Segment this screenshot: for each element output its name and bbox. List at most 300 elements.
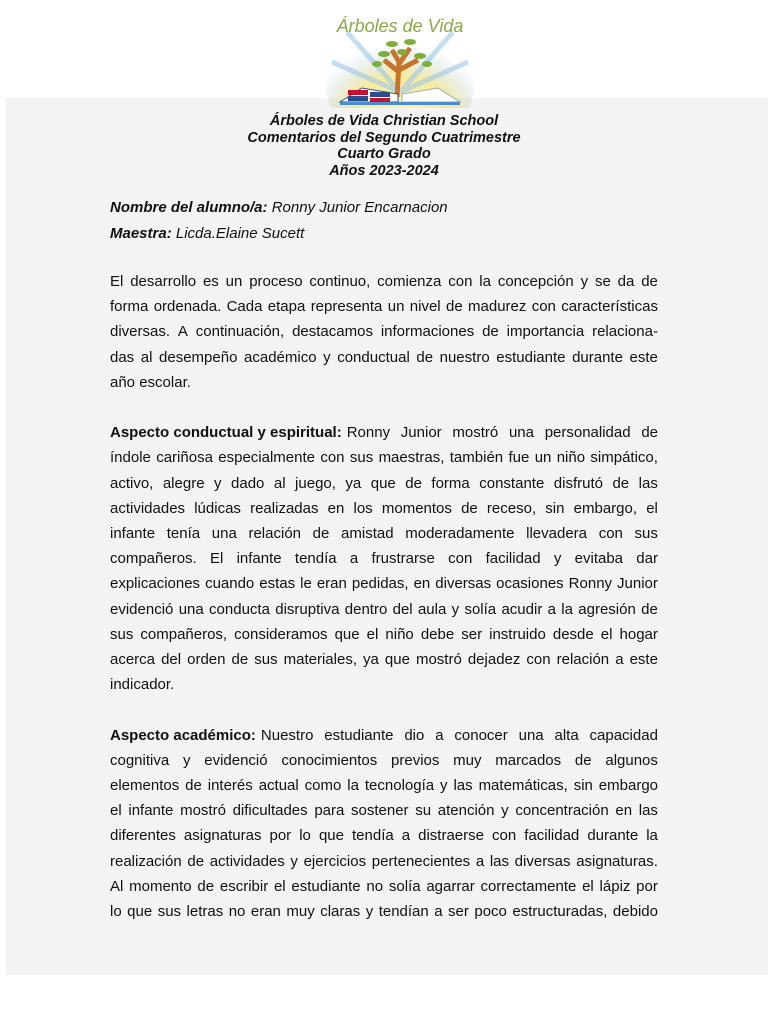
word: infante	[128, 802, 174, 820]
word: disfrutó	[553, 474, 603, 492]
word: conocimientos	[281, 751, 378, 769]
word: dar	[636, 550, 658, 568]
word: algunos	[605, 751, 658, 769]
word: evidenció	[110, 600, 174, 618]
word: no	[366, 877, 384, 895]
word: eran	[250, 903, 281, 921]
school-year: Años 2023-2024	[329, 163, 439, 180]
text-line	[110, 823, 658, 848]
word: indicador.	[110, 676, 175, 694]
grade: Cuarto Grado	[337, 146, 431, 163]
text-line	[110, 773, 658, 798]
word: actividades	[209, 852, 285, 870]
paragraph	[110, 723, 658, 925]
word: actual	[258, 777, 299, 795]
student-name-label: Nombre del alumno/a:	[110, 199, 268, 216]
word: a	[615, 651, 624, 669]
word: debido	[612, 903, 658, 921]
word: previos	[391, 751, 440, 769]
word: relaciona-	[592, 323, 658, 341]
word: conocer	[454, 726, 508, 744]
word: debe	[420, 625, 455, 643]
word: lo	[299, 827, 311, 845]
word: maestras,	[378, 449, 445, 467]
word: Junior	[400, 424, 442, 442]
text-line	[110, 899, 658, 924]
word: la	[646, 827, 658, 845]
word: informaciones	[380, 323, 475, 341]
word: de	[405, 474, 422, 492]
word: das	[110, 348, 135, 366]
word: a	[434, 903, 443, 921]
word: facilidad	[524, 827, 580, 845]
word: Junior	[617, 575, 658, 593]
word: con	[320, 449, 345, 467]
word: llevadera	[526, 525, 588, 543]
line-text	[110, 899, 658, 924]
word: que	[334, 625, 360, 643]
word: acudir	[501, 600, 543, 618]
paragraph-heading: Aspecto académico:	[110, 726, 256, 744]
word: la	[347, 777, 359, 795]
word: infante	[110, 525, 156, 543]
word: tendía	[352, 827, 394, 845]
word: niño	[385, 625, 414, 643]
text-line	[110, 597, 658, 622]
word: instruido	[489, 625, 546, 643]
text-line	[110, 496, 658, 521]
word: un	[225, 273, 243, 290]
word: y	[440, 777, 448, 795]
word: niño	[556, 449, 586, 467]
word: tecnología	[364, 777, 435, 795]
word: con	[448, 550, 473, 568]
word: a	[547, 600, 556, 618]
word: cariñosa	[156, 449, 213, 467]
line-text	[110, 319, 658, 344]
word: ser	[461, 625, 483, 643]
word: momentos	[381, 499, 452, 517]
word: simpático,	[590, 449, 658, 467]
word: especialmente	[218, 449, 315, 467]
word: a	[401, 827, 411, 845]
teacher-row	[110, 221, 448, 247]
word: explicaciones	[110, 575, 201, 593]
word: Cada	[226, 298, 263, 316]
line-text	[110, 571, 658, 596]
line-text	[261, 723, 658, 748]
word: forma	[110, 298, 149, 316]
word: lúdicas	[194, 499, 241, 517]
word: aula	[417, 600, 447, 618]
word: de	[641, 273, 658, 290]
word: forma	[431, 474, 470, 492]
word: cognitiva	[110, 751, 170, 769]
text-line	[110, 345, 658, 370]
word: en	[413, 575, 431, 593]
word: en	[327, 499, 345, 517]
word: elementos	[110, 777, 180, 795]
student-name: Ronny Junior Encarnacion	[271, 199, 448, 216]
word: este	[629, 348, 658, 366]
word: la	[479, 273, 491, 290]
word: orden	[187, 651, 226, 669]
text-line	[110, 849, 658, 874]
word: índole	[110, 449, 151, 467]
text-line	[110, 319, 658, 344]
text-line	[110, 647, 658, 672]
word: lápiz	[599, 877, 631, 895]
text-line	[110, 521, 658, 546]
word: a	[435, 726, 444, 744]
word: y	[451, 600, 460, 618]
word: actividades	[110, 499, 186, 517]
word: distraerse	[418, 827, 484, 845]
word: no	[228, 903, 246, 921]
word: ejercicios	[303, 852, 367, 870]
word: asignaturas.	[576, 852, 658, 870]
word: continuo,	[309, 273, 371, 290]
word: un	[534, 449, 552, 467]
word: embargo,	[573, 499, 638, 517]
document-subtitle: Comentarios del Segundo Cuatrimestre	[247, 129, 521, 146]
word: proceso	[249, 273, 303, 290]
word: estudiante	[324, 726, 394, 744]
line-text	[110, 269, 658, 294]
line-text	[110, 521, 658, 546]
word: matemáticas,	[478, 777, 568, 795]
text-line	[110, 471, 658, 496]
word: estudiante	[291, 877, 361, 895]
word: las	[638, 474, 658, 492]
word: ordenada.	[153, 298, 222, 316]
word: desde	[552, 625, 594, 643]
word: correctamente	[480, 877, 577, 895]
word: tendía	[294, 550, 337, 568]
text-line	[110, 445, 658, 470]
line-text	[110, 546, 658, 571]
word: solía	[464, 600, 497, 618]
word: también	[449, 449, 504, 467]
word: para	[314, 802, 345, 820]
word: con	[448, 273, 473, 290]
word: acerca	[110, 651, 156, 669]
word: sus	[157, 903, 182, 921]
word: letras	[186, 903, 224, 921]
word: y	[290, 852, 298, 870]
word: Ronny	[346, 424, 391, 442]
word: marcados	[495, 751, 562, 769]
word: escribir	[219, 877, 269, 895]
word: un	[387, 298, 405, 316]
word: que	[318, 827, 344, 845]
text-line	[110, 672, 658, 697]
word: tendían	[378, 903, 429, 921]
text-line	[110, 370, 658, 395]
word: sus	[349, 449, 374, 467]
word: claras	[320, 903, 361, 921]
word: evitaba	[574, 550, 624, 568]
word: se	[594, 273, 611, 290]
line-text	[347, 420, 658, 445]
word: el	[110, 802, 122, 820]
word: a	[475, 852, 485, 870]
text-line	[110, 420, 658, 445]
word: A	[177, 323, 188, 341]
word: da	[617, 273, 635, 290]
word: una	[508, 424, 534, 442]
word: sin	[573, 777, 593, 795]
word: madurez	[468, 298, 527, 316]
word: le	[300, 575, 312, 593]
word: y	[182, 751, 191, 769]
word: dejadez	[467, 651, 521, 669]
word: El	[209, 550, 224, 568]
line-text	[110, 622, 658, 647]
text-line	[110, 269, 658, 294]
word: receso,	[486, 499, 537, 517]
word: tenía	[166, 525, 201, 543]
word: características	[561, 298, 658, 316]
word: destacamos	[292, 323, 373, 341]
word: el	[366, 625, 379, 643]
word: eran	[316, 575, 347, 593]
word: sus	[254, 651, 278, 669]
word: infante	[236, 550, 282, 568]
word: del	[161, 651, 182, 669]
word: con	[492, 827, 517, 845]
word: de	[416, 348, 434, 366]
word: escolar.	[139, 373, 191, 391]
word: agresión	[578, 600, 636, 618]
line-text	[110, 370, 658, 395]
word: en	[615, 802, 633, 820]
word: que	[127, 903, 153, 921]
word: y	[580, 273, 589, 290]
word: de	[482, 323, 499, 341]
word: diversas.	[110, 323, 171, 341]
line-text	[110, 496, 658, 521]
word: de	[312, 525, 330, 543]
text-line	[110, 798, 658, 823]
word: concepción	[497, 273, 574, 290]
word: y	[553, 550, 562, 568]
word: importancia	[506, 323, 585, 341]
line-text	[110, 849, 658, 874]
line-text	[110, 445, 658, 470]
word: diferentes	[110, 827, 176, 845]
word: embargo	[598, 777, 658, 795]
word: juego,	[295, 474, 336, 492]
text-line	[110, 874, 658, 899]
word: por	[269, 827, 292, 845]
word: activo,	[110, 474, 154, 492]
word: de	[445, 298, 463, 316]
word: amistad	[341, 525, 394, 543]
word: interés	[207, 777, 253, 795]
word: compañeros,	[140, 625, 228, 643]
word: nivel	[409, 298, 441, 316]
word: de	[187, 852, 205, 870]
word: agarrar	[426, 877, 475, 895]
word: los	[353, 499, 373, 517]
word: dio	[404, 726, 425, 744]
word: de	[641, 424, 658, 442]
word: dado	[231, 474, 265, 492]
word: estudiante	[496, 348, 566, 366]
word: académico	[244, 348, 317, 366]
word: asignaturas	[183, 827, 262, 845]
line-text	[110, 874, 658, 899]
word: a	[349, 550, 359, 568]
word: como	[304, 777, 342, 795]
word: ser	[448, 903, 469, 921]
line-text	[110, 798, 658, 823]
word: y	[214, 474, 222, 492]
line-text	[110, 471, 658, 496]
word: diversas	[514, 852, 571, 870]
word: estas	[259, 575, 296, 593]
word: el	[646, 499, 658, 517]
word: hogar	[619, 625, 658, 643]
word: sus	[634, 525, 658, 543]
paragraph-heading: Aspecto conductual y espiritual:	[110, 424, 342, 442]
word: conductual	[337, 348, 410, 366]
word: personalidad	[544, 424, 631, 442]
word: de	[185, 777, 202, 795]
word: y	[501, 802, 509, 820]
word: y	[365, 903, 374, 921]
word: diversas	[435, 575, 492, 593]
word: nuestro	[439, 348, 490, 366]
word: de	[641, 600, 658, 618]
word: al	[140, 348, 153, 366]
word: muy	[453, 751, 482, 769]
word: una	[178, 600, 204, 618]
word: cuando	[205, 575, 255, 593]
word: pertenecientes	[371, 852, 471, 870]
word: de	[231, 651, 249, 669]
word: momento	[129, 877, 192, 895]
student-name-row	[110, 195, 448, 221]
word: etapa	[267, 298, 306, 316]
word: poco	[474, 903, 507, 921]
word: constante	[479, 474, 545, 492]
word: frustrarse	[371, 550, 435, 568]
word: ocasiones	[496, 575, 564, 593]
word: de	[197, 877, 215, 895]
text-line	[110, 546, 658, 571]
school-name: Árboles de Vida Christian School	[269, 113, 499, 129]
word: atención	[437, 802, 495, 820]
word: muy	[286, 903, 315, 921]
word: disruptiva	[275, 600, 340, 618]
word: una	[211, 525, 237, 543]
word: alegre	[162, 474, 205, 492]
text-line	[110, 622, 658, 647]
word: mostró	[415, 651, 462, 669]
word: dificultades	[232, 802, 308, 820]
word: consideramos	[234, 625, 328, 643]
word: las	[638, 802, 658, 820]
word: sin	[545, 499, 565, 517]
word: compañeros.	[110, 550, 197, 568]
line-text	[110, 597, 658, 622]
word: realizadas	[250, 499, 319, 517]
word: Al	[110, 877, 124, 895]
word: realización	[110, 852, 182, 870]
word: el	[273, 877, 286, 895]
text-line	[110, 748, 658, 773]
word: que	[384, 651, 410, 669]
word: año	[110, 373, 136, 391]
word: con	[526, 651, 551, 669]
line-text	[110, 748, 658, 773]
word: solía	[388, 877, 421, 895]
word: dentro	[344, 600, 388, 618]
student-info	[110, 195, 448, 247]
teacher-label: Maestra:	[110, 225, 172, 242]
word: sostener	[351, 802, 409, 820]
word: al	[273, 474, 286, 492]
word: capacidad	[589, 726, 658, 744]
word: con	[598, 525, 623, 543]
line-text	[110, 773, 658, 798]
word: las	[453, 777, 473, 795]
word: estructuradas,	[512, 903, 608, 921]
word: con	[531, 298, 556, 316]
word: de	[574, 751, 592, 769]
line-text	[110, 672, 658, 697]
word: relación	[248, 525, 301, 543]
word: este	[629, 651, 658, 669]
word: por	[636, 877, 658, 895]
document-body	[110, 269, 658, 949]
word: durante	[572, 348, 623, 366]
word: desempeño	[159, 348, 238, 366]
word: comienza	[377, 273, 442, 290]
line-text	[110, 823, 658, 848]
document-header	[0, 113, 768, 180]
word: lo	[110, 903, 122, 921]
logo-text: Árboles de Vida	[336, 16, 464, 36]
word: relación	[556, 651, 610, 669]
word: conducta	[209, 600, 270, 618]
text-line	[110, 571, 658, 596]
word: es	[202, 273, 219, 290]
paragraph	[110, 269, 658, 395]
teacher-name: Licda.Elaine Sucett	[175, 225, 305, 242]
word: las	[489, 852, 510, 870]
text-line	[110, 723, 658, 748]
word: el	[600, 625, 613, 643]
word: mostró	[180, 802, 226, 820]
word: alta	[554, 726, 579, 744]
word: El	[110, 273, 124, 290]
word: desarrollo	[130, 273, 197, 290]
text-line	[110, 294, 658, 319]
line-text	[110, 345, 658, 370]
paragraph	[110, 420, 658, 697]
word: el	[582, 877, 594, 895]
school-logo	[322, 2, 478, 108]
word: una	[518, 726, 544, 744]
word: y	[323, 348, 331, 366]
word: continuación,	[195, 323, 285, 341]
word: su	[415, 802, 432, 820]
line-text	[110, 647, 658, 672]
word: ya	[363, 651, 379, 669]
